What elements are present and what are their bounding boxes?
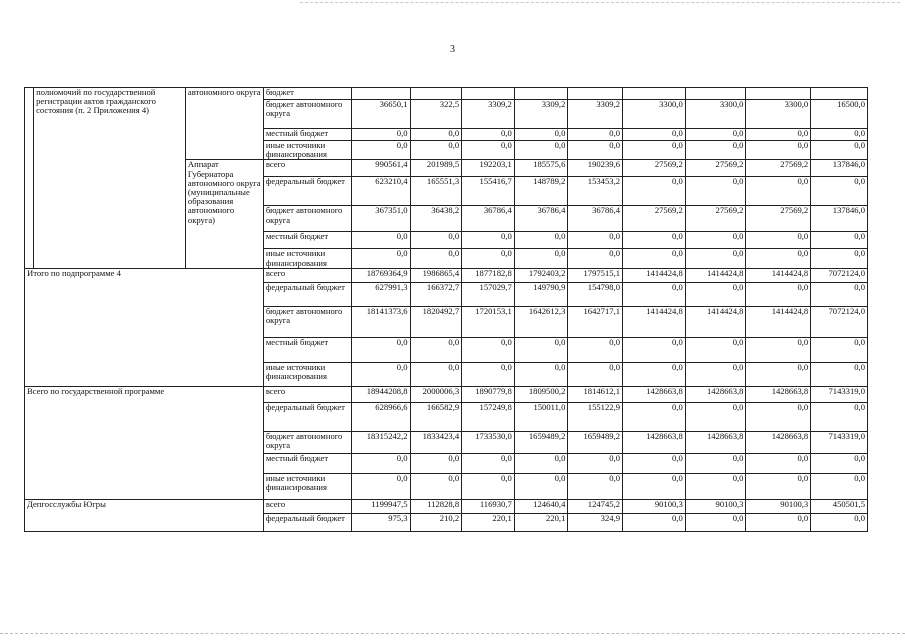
value-cell: 1414424,8 [623,306,686,337]
value-cell: 166582,9 [410,402,462,431]
value-cell: 0,0 [462,129,515,141]
value-cell: 0,0 [685,513,746,531]
value-cell: 1414424,8 [685,306,746,337]
value-cell: 3309,2 [568,100,623,129]
value-cell: 1642612,3 [514,306,568,337]
value-cell: 1986865,4 [410,268,462,282]
table-row [25,499,868,513]
value-cell: 149790,9 [514,282,568,306]
source-label: иные источники финансирования [263,249,351,268]
value-cell: 124745,2 [568,499,623,513]
value-cell: 36650,1 [351,100,410,129]
value-cell: 0,0 [623,129,686,141]
source-label: всего [263,499,351,513]
value-cell: 0,0 [410,141,462,160]
value-cell: 1428663,8 [685,386,746,402]
value-cell: 7072124,0 [811,306,868,337]
value-cell: 0,0 [514,453,568,473]
table-row [25,268,868,282]
value-cell: 18141373,6 [351,306,410,337]
value-cell: 7143319,0 [811,386,868,402]
value-cell: 16500,0 [811,100,868,129]
value-cell: 0,0 [623,141,686,160]
value-cell: 1877182,8 [462,268,515,282]
value-cell: 0,0 [685,141,746,160]
value-cell: 165551,3 [410,177,462,206]
source-label: бюджет автономного округа [263,431,351,453]
source-label: местный бюджет [263,337,351,362]
value-cell: 0,0 [746,141,811,160]
value-cell: 0,0 [685,362,746,386]
value-cell: 0,0 [410,362,462,386]
value-cell: 0,0 [811,473,868,499]
value-cell: 0,0 [746,177,811,206]
value-cell: 210,2 [410,513,462,531]
value-cell: 0,0 [746,232,811,249]
value-cell: 190239,6 [568,160,623,177]
page-number: 3 [450,44,455,55]
section-title-cell: Всего по государственной программе [25,386,264,499]
value-cell: 192203,1 [462,160,515,177]
table-row [25,88,868,100]
value-cell: 0,0 [623,232,686,249]
value-cell: 1833423,4 [410,431,462,453]
value-cell [514,88,568,100]
value-cell: 3300,0 [746,100,811,129]
value-cell: 0,0 [623,453,686,473]
value-cell: 1414424,8 [746,268,811,282]
value-cell: 0,0 [351,337,410,362]
value-cell: 154798,0 [568,282,623,306]
value-cell [811,88,868,100]
value-cell: 90100,3 [746,499,811,513]
value-cell: 0,0 [351,232,410,249]
value-cell: 628966,6 [351,402,410,431]
value-cell: 155416,7 [462,177,515,206]
value-cell: 0,0 [811,362,868,386]
section-title-cell: Итого по подпрограмме 4 [25,268,264,386]
source-label: иные источники финансирования [263,141,351,160]
value-cell: 157249,8 [462,402,515,431]
value-cell: 0,0 [568,473,623,499]
value-cell: 27569,2 [685,160,746,177]
value-cell: 27569,2 [746,206,811,232]
value-cell: 157029,7 [462,282,515,306]
value-cell: 0,0 [410,473,462,499]
value-cell: 155122,9 [568,402,623,431]
value-cell: 0,0 [351,249,410,268]
value-cell: 324,9 [568,513,623,531]
source-label: местный бюджет [263,129,351,141]
value-cell: 0,0 [568,362,623,386]
value-cell: 0,0 [746,249,811,268]
value-cell: 36786,4 [514,206,568,232]
value-cell: 1414424,8 [685,268,746,282]
value-cell: 1720153,1 [462,306,515,337]
value-cell: 0,0 [462,249,515,268]
source-label: федеральный бюджет [263,513,351,531]
value-cell: 201989,5 [410,160,462,177]
value-cell: 975,3 [351,513,410,531]
value-cell: 3300,0 [685,100,746,129]
budget-table-body [25,88,868,532]
value-cell: 124640,4 [514,499,568,513]
value-cell: 1428663,8 [685,431,746,453]
source-label: местный бюджет [263,453,351,473]
source-label: всего [263,268,351,282]
value-cell: 0,0 [746,129,811,141]
value-cell: 0,0 [514,249,568,268]
budget-table [24,87,868,532]
value-cell: 0,0 [410,129,462,141]
value-cell: 0,0 [623,402,686,431]
value-cell: 0,0 [746,337,811,362]
value-cell: 0,0 [811,282,868,306]
value-cell: 1428663,8 [746,431,811,453]
value-cell: 137846,0 [811,206,868,232]
value-cell: 0,0 [811,129,868,141]
value-cell: 0,0 [410,249,462,268]
value-cell: 36438,2 [410,206,462,232]
value-cell: 0,0 [462,232,515,249]
value-cell: 0,0 [568,337,623,362]
value-cell: 0,0 [685,232,746,249]
value-cell: 0,0 [811,513,868,531]
value-cell: 623210,4 [351,177,410,206]
value-cell: 0,0 [685,473,746,499]
value-cell: 27569,2 [623,206,686,232]
value-cell: 450501,5 [811,499,868,513]
value-cell: 0,0 [746,402,811,431]
value-cell: 0,0 [568,453,623,473]
scan-artifact-top [300,2,900,4]
value-cell: 0,0 [514,473,568,499]
value-cell: 0,0 [351,129,410,141]
value-cell: 1814612,1 [568,386,623,402]
value-cell: 7143319,0 [811,431,868,453]
value-cell: 18769364,9 [351,268,410,282]
value-cell: 220,1 [514,513,568,531]
source-label: всего [263,386,351,402]
scan-artifact-bottom [0,633,905,635]
value-cell: 3300,0 [623,100,686,129]
value-cell: 0,0 [623,473,686,499]
value-cell: 90100,3 [623,499,686,513]
source-label: федеральный бюджет [263,282,351,306]
source-label: бюджет [263,88,351,100]
value-cell [685,88,746,100]
value-cell [351,88,410,100]
value-cell [623,88,686,100]
value-cell: 0,0 [685,337,746,362]
value-cell: 0,0 [462,362,515,386]
value-cell: 0,0 [568,141,623,160]
value-cell: 367351,0 [351,206,410,232]
value-cell: 0,0 [623,337,686,362]
executor-cell: Аппарат Губернатора автономного округа (муниципальные образования автономного округа) [185,160,263,268]
value-cell: 0,0 [811,232,868,249]
value-cell: 990561,4 [351,160,410,177]
value-cell: 0,0 [811,141,868,160]
value-cell: 1809500,2 [514,386,568,402]
value-cell: 0,0 [685,249,746,268]
section-title-cell: Депгосслужбы Югры [25,499,264,531]
value-cell: 0,0 [811,453,868,473]
value-cell: 0,0 [514,232,568,249]
value-cell: 0,0 [623,362,686,386]
value-cell: 0,0 [514,141,568,160]
value-cell: 116930,7 [462,499,515,513]
value-cell: 0,0 [351,473,410,499]
value-cell: 1414424,8 [623,268,686,282]
value-cell: 0,0 [623,249,686,268]
value-cell: 0,0 [514,337,568,362]
value-cell: 1414424,8 [746,306,811,337]
value-cell: 0,0 [462,473,515,499]
value-cell: 1659489,2 [568,431,623,453]
value-cell: 27569,2 [746,160,811,177]
value-cell: 27569,2 [685,206,746,232]
value-cell: 0,0 [351,362,410,386]
value-cell: 0,0 [811,402,868,431]
value-cell: 0,0 [568,129,623,141]
value-cell: 0,0 [746,473,811,499]
value-cell: 150011,0 [514,402,568,431]
value-cell: 166372,7 [410,282,462,306]
source-label: всего [263,160,351,177]
value-cell: 0,0 [811,337,868,362]
value-cell: 137846,0 [811,160,868,177]
value-cell: 0,0 [410,453,462,473]
value-cell: 0,0 [685,177,746,206]
value-cell: 627991,3 [351,282,410,306]
value-cell: 220,1 [462,513,515,531]
value-cell: 1890779,8 [462,386,515,402]
value-cell: 0,0 [351,453,410,473]
value-cell: 0,0 [685,402,746,431]
value-cell: 1797515,1 [568,268,623,282]
value-cell: 1792403,2 [514,268,568,282]
source-label: федеральный бюджет [263,402,351,431]
value-cell: 1428663,8 [746,386,811,402]
value-cell: 0,0 [685,282,746,306]
value-cell [462,88,515,100]
source-label: иные источники финансирования [263,473,351,499]
value-cell: 1428663,8 [623,386,686,402]
value-cell: 36786,4 [462,206,515,232]
value-cell: 0,0 [746,362,811,386]
value-cell: 0,0 [514,129,568,141]
measure-name-cell: полномочий по государственной регистрации актов гражданского состояния (п. 2 Приложения 4) [34,88,186,269]
source-label: бюджет автономного округа [263,100,351,129]
value-cell: 153453,2 [568,177,623,206]
value-cell: 185575,6 [514,160,568,177]
value-cell: 0,0 [568,249,623,268]
value-cell: 1659489,2 [514,431,568,453]
source-label: бюджет автономного округа [263,206,351,232]
value-cell: 1820492,7 [410,306,462,337]
value-cell: 2000006,3 [410,386,462,402]
left-margin-cell [25,88,34,269]
value-cell: 322,5 [410,100,462,129]
value-cell: 1199947,5 [351,499,410,513]
value-cell: 0,0 [462,141,515,160]
value-cell: 0,0 [685,453,746,473]
value-cell: 27569,2 [623,160,686,177]
value-cell: 0,0 [514,362,568,386]
value-cell: 3309,2 [514,100,568,129]
value-cell: 1733530,0 [462,431,515,453]
value-cell: 18315242,2 [351,431,410,453]
value-cell: 0,0 [623,513,686,531]
value-cell: 1642717,1 [568,306,623,337]
value-cell: 0,0 [685,129,746,141]
value-cell: 0,0 [568,232,623,249]
value-cell: 0,0 [623,282,686,306]
value-cell: 3309,2 [462,100,515,129]
value-cell: 36786,4 [568,206,623,232]
executor-cell: автономного округа [185,88,263,160]
source-label: иные источники финансирования [263,362,351,386]
value-cell [746,88,811,100]
value-cell: 148789,2 [514,177,568,206]
value-cell [410,88,462,100]
value-cell: 18944208,8 [351,386,410,402]
value-cell: 0,0 [462,453,515,473]
value-cell: 112828,8 [410,499,462,513]
value-cell: 0,0 [623,177,686,206]
value-cell: 0,0 [410,232,462,249]
source-label: местный бюджет [263,232,351,249]
value-cell: 0,0 [462,337,515,362]
value-cell [568,88,623,100]
table-row [25,386,868,402]
value-cell: 0,0 [811,177,868,206]
value-cell: 0,0 [746,513,811,531]
value-cell: 7072124,0 [811,268,868,282]
value-cell: 0,0 [746,453,811,473]
value-cell: 1428663,8 [623,431,686,453]
value-cell: 0,0 [410,337,462,362]
value-cell: 0,0 [811,249,868,268]
value-cell: 0,0 [351,141,410,160]
source-label: бюджет автономного округа [263,306,351,337]
value-cell: 0,0 [746,282,811,306]
source-label: федеральный бюджет [263,177,351,206]
value-cell: 90100,3 [685,499,746,513]
